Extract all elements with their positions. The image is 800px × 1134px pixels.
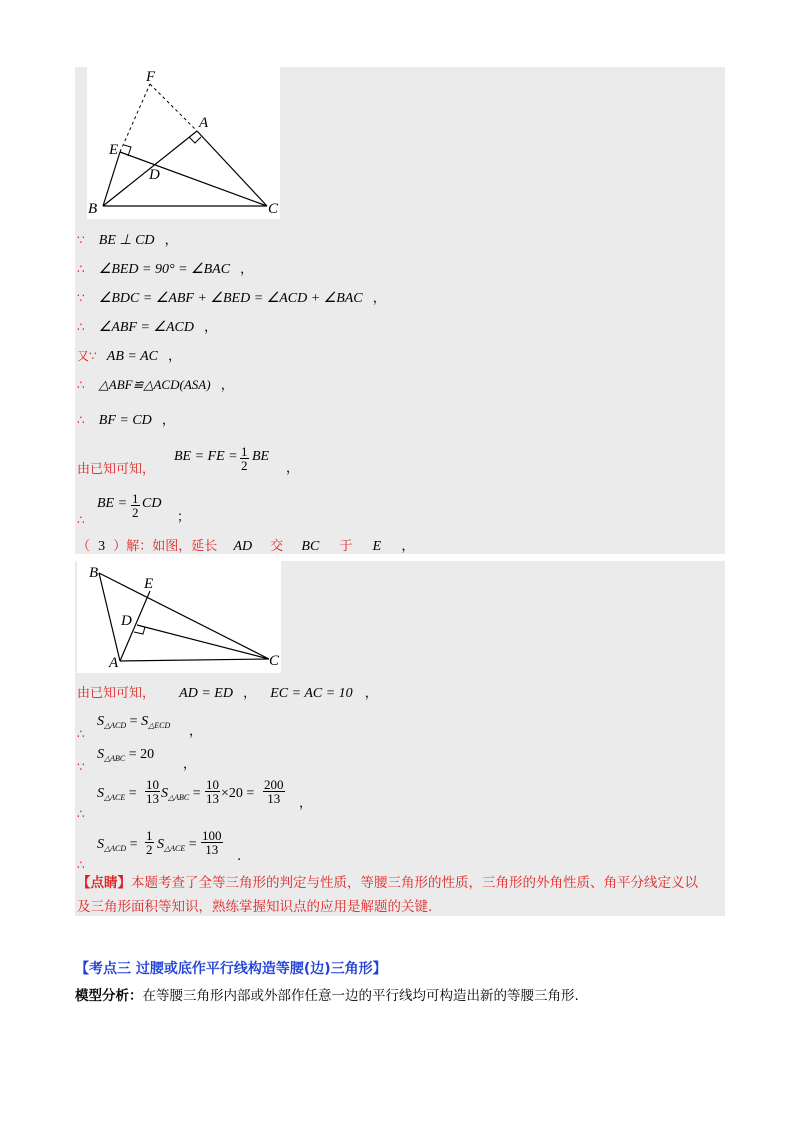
model-text: 在等腰三角形内部或外部作任意一边的平行线均可构造出新的等腰三角形.	[142, 988, 579, 1004]
label-b: B	[88, 201, 98, 217]
label-a2: A	[109, 655, 119, 671]
label-f: F	[146, 69, 156, 85]
triangle-diagram-1	[87, 67, 280, 219]
note-line-1: 本题考查了全等三角形的判定与性质，等腰三角形的性质，三角形的外角性质、角平分线定义以	[131, 875, 698, 891]
label-c: C	[268, 201, 279, 217]
triangle-figure-1	[87, 67, 280, 219]
proof-line-5: 又∵ AB = AC ，	[77, 349, 182, 364]
part3-line: （ 3 ）解：如图，延长 AD 交 BC 于 E ，	[77, 539, 415, 554]
proof-line-6: ∴ △ABF≌△ACD(ASA) ，	[77, 377, 234, 393]
label-c2: C	[269, 653, 280, 669]
known-line-2: 由已知可知， AD = ED ， EC = AC = 10 ，	[77, 686, 378, 701]
section-heading: 【考点三 过腰或底作平行线构造等腰(边)三角形】	[75, 961, 387, 977]
label-d2: D	[121, 613, 132, 629]
solution-block-1: F A E D B C ∵ BE ⊥ CD ， ∴ ∠BED = 90° = ∠BAC ， ∵ ∠BDC = ∠ABF + ∠BED = ∠ACD + ∠BAC ， ∴ ∠ABF = ∠ACD ， 又∵ AB = AC ， ∴ △ABF≌△ACD(ASA) ， ∴ BF = CD ， 由已知可知， BE = FE = $\frac{1}{2}$ BE ， BE = $\frac{1}{2}$ CD ∴ ； （ 3 ）解：如图，延长 AD 交 BC 于 E ，	[75, 67, 725, 554]
note-line-2: 及三角形面积等知识，熟练掌握知识点的应用是解题的关键.	[77, 899, 433, 915]
label-e2: E	[144, 576, 154, 592]
label-a: A	[199, 115, 209, 131]
model-label: 模型分析：	[75, 988, 143, 1004]
proof-line-7: ∴ BF = CD ，	[77, 413, 175, 428]
model-analysis	[75, 984, 579, 1004]
proof-line-1: ∵ BE ⊥ CD ，	[77, 233, 178, 248]
label-d: D	[149, 167, 160, 183]
note-paragraph	[77, 871, 725, 919]
proof-line-2: ∴ ∠BED = 90° = ∠BAC ，	[77, 262, 254, 277]
proof-line-4: ∴ ∠ABF = ∠ACD ，	[77, 320, 218, 335]
solution-block-2: B E D A C 由已知可知， AD = ED ， EC = AC = 10 ， ∴ $S_{\triangle ACD} = S_{\triangle ECD}$ ， ∵ $S_{\triangle ABC} = 20$ ， $S_{\triangle ACE}$ = $\frac{10}{13}$ $S_{\triangle ABC}$ = $\frac{10}{13}$ ×20 = $\frac{200}{13}$ ， ∴ $S_{\triangle ACD}$ = $\frac{1}{2}$ $S_{\triangle ACE}$ = $\frac{100}{13}$ . ∴ 【点睛】本题考查了全等三角形的判定与性质，等腰三角形的性质，三角形的外角性质、角平分线定义以 及三角形面积等知识，熟练掌握知识点的应用是解题的关键.	[75, 561, 725, 916]
label-e: E	[109, 142, 119, 158]
label-b2: B	[89, 565, 99, 581]
proof-line-3: ∵ ∠BDC = ∠ABF + ∠BED = ∠ACD + ∠BAC ，	[77, 291, 386, 306]
note-label: 【点睛】	[77, 875, 131, 891]
triangle-figure-2	[77, 561, 281, 673]
triangle-diagram-2	[77, 561, 281, 673]
